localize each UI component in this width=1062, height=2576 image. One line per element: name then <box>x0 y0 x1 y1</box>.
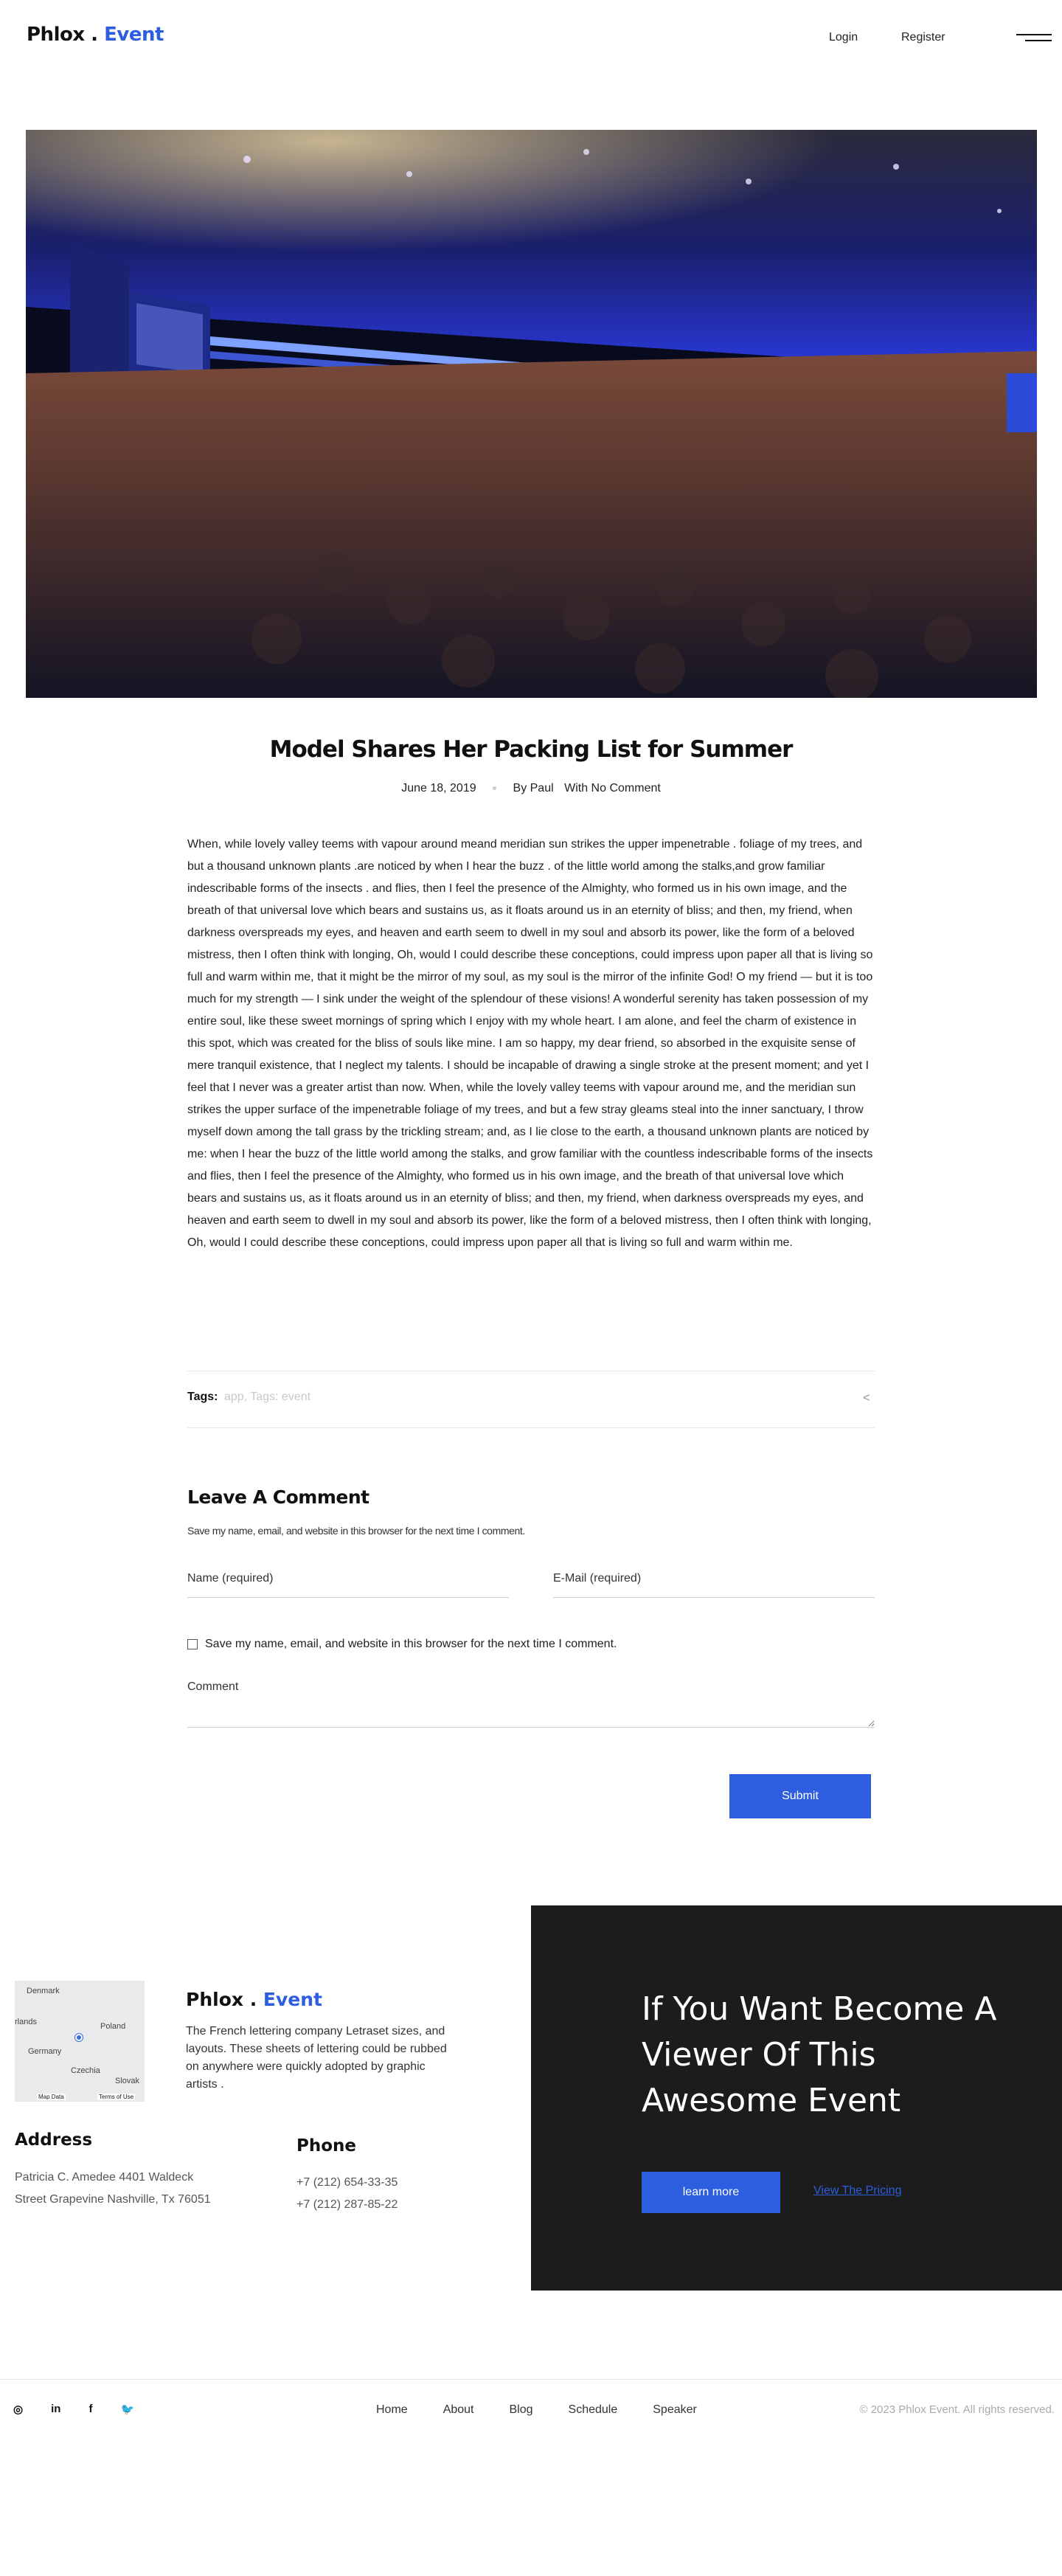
phone-number[interactable]: +7 (212) 654-33-35 <box>296 2176 398 2189</box>
view-pricing-link[interactable]: View The Pricing <box>813 2184 902 2197</box>
cta-title: If You Want Become A Viewer Of This Awesome Event <box>642 1990 997 2119</box>
map-label: rlands <box>15 2018 37 2026</box>
nav-login-link[interactable]: Login <box>829 31 858 44</box>
nav-register-link[interactable]: Register <box>901 31 945 44</box>
map-terms-link[interactable]: Terms of Use <box>99 2094 134 2100</box>
address-line: Street Grapevine Nashville, Tx 76051 <box>15 2193 211 2206</box>
tags-label: Tags: <box>187 1391 218 1403</box>
learn-more-button[interactable]: learn more <box>642 2172 780 2213</box>
footer-nav-about[interactable]: About <box>442 2403 474 2416</box>
logo-accent: Event <box>263 1989 322 2010</box>
tags-list[interactable]: app, Tags: event <box>223 1391 311 1403</box>
share-icon[interactable]: < <box>863 1391 870 1405</box>
map-label: Slovak <box>115 2077 140 2085</box>
post-comment-count[interactable]: With No Comment <box>564 782 661 794</box>
submit-button[interactable]: Submit <box>729 1774 871 1818</box>
logo-dot: . <box>243 1989 263 2010</box>
logo-dot: . <box>84 24 105 46</box>
post-author[interactable]: By Paul <box>513 782 554 794</box>
hamburger-icon[interactable] <box>1013 30 1052 46</box>
address-line: Patricia C. Amedee 4401 Waldeck <box>15 2171 194 2184</box>
footer-nav-home[interactable]: Home <box>376 2403 408 2416</box>
copyright-text: © 2023 Phlox Event. All rights reserved. <box>859 2403 1055 2416</box>
logo-main: Phlox <box>27 24 85 46</box>
twitter-icon[interactable]: 🐦 <box>120 2403 135 2416</box>
footer-description: The French lettering company Letraset sizes, and layouts. These sheets of lettering could be rubbed on anywhere were quickly adopted by graphic artists . <box>186 2025 447 2091</box>
logo-main: Phlox <box>186 1989 243 2010</box>
site-logo[interactable] <box>27 24 164 46</box>
map-data-attribution[interactable]: Map Data <box>38 2094 64 2100</box>
phone-title: Phone <box>296 2136 357 2156</box>
footer-nav-schedule[interactable]: Schedule <box>568 2403 618 2416</box>
map-label: Denmark <box>27 1987 60 1995</box>
comment-form-title: Leave A Comment <box>187 1486 369 1508</box>
post-body: When, while lovely valley teems with vapour around meand meridian sun strikes the upper impenetrable . foliage of my trees, and but a thousand unknown plants .are noticed by when I hear the buzz . of the little world among the stalks,and grow familiar indescribable forms of the insects . and flies, then I feel the presence of the Almighty, who formed us in his own image, and the breath of that universal love which bears and sustains us, as it floats around us in an eternity of bliss; and then, my friend, when darkness overspreads my eyes, and heaven and earth seem to dwell in my soul and absorb its power, like the form of a beloved mistress, then I often think with longing, Oh, would I could describe these conceptions, could impress upon paper all that is living so full and warm within me, that it might be the mirror of my soul, as my soul is the mirror of the infinite God! O my friend — but it is too much for my strength — I sink under the weight of the splendour of these visions! A wonderful serenity has taken possession of my entire soul, like these sweet mornings of spring which I enjoy with my whole heart. I am alone, and feel the charm of existence in this spot, which was created for the bliss of souls like mine. I am so happy, my dear friend, so absorbed in the exquisite sense of mere tranquil existence, that I neglect my talents. I should be incapable of drawing a single stroke at the present moment; and yet I feel that I never was a greater artist than now. When, while the lovely valley teems with vapour around me, and the meridian sun strikes the upper surface of the impenetrable foliage of my trees, and but a few stray gleams steal into the inner sanctuary, I throw myself down among the tall grass by the trickling stream; and, as I lie close to the earth, a thousand unknown plants are noticed by me: when I hear the buzz of the little world among the stalks, and grow familiar with the countless indescribable forms of the insects and flies, then I feel the presence of the Almighty, who formed us in his own image, and the breath of that universal love which bears and sustains us, as it floats around us in an eternity of bliss; and then, my friend, when darkness overspreads my eyes, and heaven and earth seem to dwell in my soul and absorb its power, like the form of a beloved mistress, then I often think with longing, Oh, would I could describe these conceptions, could impress upon paper all that is living so full and warm within me. <box>187 838 873 1249</box>
site-header <box>0 0 1062 130</box>
map-label: Germany <box>28 2047 62 2056</box>
instagram-icon[interactable]: ◎ <box>13 2403 24 2416</box>
facebook-icon[interactable]: f <box>88 2403 93 2415</box>
footer-nav-speaker[interactable]: Speaker <box>653 2403 697 2416</box>
footer-nav-blog[interactable]: Blog <box>509 2403 533 2416</box>
phone-number[interactable]: +7 (212) 287-85-22 <box>296 2198 398 2211</box>
logo-accent: Event <box>104 24 164 46</box>
save-info-label[interactable]: Save my name, email, and website in this browser for the next time I comment. <box>205 1638 617 1650</box>
linkedin-icon[interactable]: in <box>51 2403 61 2415</box>
post-date[interactable]: June 18, 2019 <box>401 782 476 794</box>
page-spacer <box>0 130 1062 2576</box>
comment-form-note: Save my name, email, and website in this browser for the next time I comment. <box>187 1525 525 1537</box>
post-title: Model Shares Her Packing List for Summer <box>269 736 793 763</box>
address-title: Address <box>15 2130 93 2150</box>
map-label: Poland <box>100 2022 126 2031</box>
map-label: Czechia <box>71 2066 100 2075</box>
